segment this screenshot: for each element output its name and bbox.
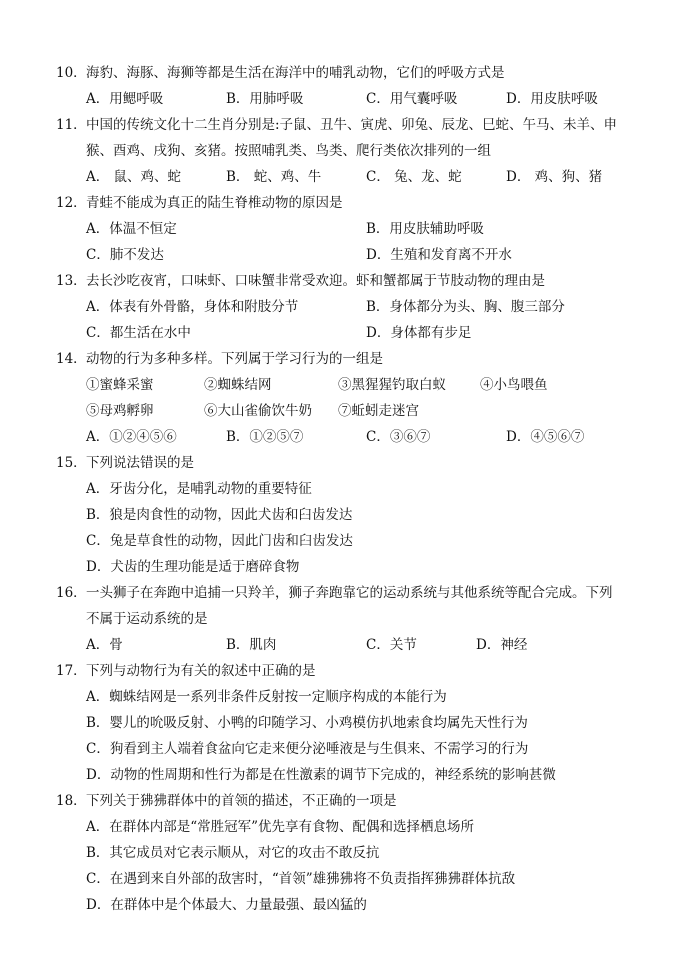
options-row [86,320,646,346]
option-d: D．犬齿的生理功能是适于磨碎食物 [86,559,300,575]
option-c: C．③⑥⑦ [366,429,431,445]
options-row [86,164,646,190]
question-number: 11． [56,117,87,133]
options-row [86,424,646,450]
option-d: D．④⑤⑥⑦ [506,429,585,445]
question-stem-continued: 猴、酉鸡、戌狗、亥猪。按照哺乳类、鸟类、爬行类依次排列的一组 [86,143,491,159]
option-c: C． 兔、龙、蛇 [366,169,462,185]
option-c: C．关节 [366,637,417,653]
question-18 [56,788,656,814]
options-row [86,242,646,268]
option-a: A．体温不恒定 [86,221,177,237]
options-row [86,632,646,658]
question-number: 10． [56,65,87,81]
question-number: 15． [56,455,87,471]
question-15 [56,450,656,476]
option-a: A．①②④⑤⑥ [86,429,177,445]
option-a: A．在群体内部是“常胜冠军”优先享有食物、配偶和选择栖息场所 [86,819,475,835]
question-13 [56,268,656,294]
option-c: C．肺不发达 [86,247,164,263]
question-stem: 去长沙吃夜宵，口味虾、口味蟹非常受欢迎。虾和蟹都属于节肢动物的理由是 [86,273,545,289]
option-b: B．肌肉 [226,637,277,653]
behavior-item: ②蜘蛛结网 [204,377,272,393]
options-row [86,294,646,320]
question-16 [56,580,656,606]
option-d: D． 鸡、狗、猪 [506,169,603,185]
option-a: A． 鼠、鸡、蛇 [86,169,182,185]
option-c: C．狗看到主人端着食盆向它走来便分泌唾液是与生俱来、不需学习的行为 [86,741,529,757]
option-c: C．都生活在水中 [86,325,191,341]
option-a: A．用鳃呼吸 [86,91,164,107]
option-a: A．体表有外骨骼，身体和附肢分节 [86,299,299,315]
question-number: 16． [56,585,87,601]
question-stem: 青蛙不能成为真正的陆生脊椎动物的原因是 [86,195,343,211]
options-row [86,86,646,112]
behavior-item: ⑥大山雀偷饮牛奶 [204,403,312,419]
question-number: 12． [56,195,87,211]
question-stem: 下列与动物行为有关的叙述中正确的是 [86,663,316,679]
question-number: 13． [56,273,87,289]
question-number: 18． [56,793,87,809]
option-b: B．①②⑤⑦ [226,429,304,445]
question-number: 14． [56,351,87,367]
question-number: 17． [56,663,87,679]
option-b: B．用皮肤辅助呼吸 [366,221,484,237]
option-d: D．神经 [476,637,528,653]
question-stem: 海豹、海豚、海狮等都是生活在海洋中的哺乳动物，它们的呼吸方式是 [86,65,505,81]
question-stem: 动物的行为多种多样。下列属于学习行为的一组是 [86,351,383,367]
question-stem: 一头狮子在奔跑中追捕一只羚羊，狮子奔跑靠它的运动系统与其他系统等配合完成。下列 [86,585,613,601]
option-a: A．蜘蛛结网是一系列非条件反射按一定顺序构成的本能行为 [86,689,447,705]
option-a: A．骨 [86,637,123,653]
question-12 [56,190,656,216]
option-d: D．身体都有步足 [366,325,472,341]
question-stem-continued: 不属于运动系统的是 [86,611,208,627]
behavior-item: ③黑猩猩钓取白蚁 [338,377,446,393]
option-d: D．用皮肤呼吸 [506,91,598,107]
option-b: B．用肺呼吸 [226,91,304,107]
behavior-items-row [86,398,646,424]
behavior-item: ①蜜蜂采蜜 [86,377,154,393]
option-d: D．生殖和发育离不开水 [366,247,512,263]
option-c: C．在遇到来自外部的敌害时，“首领”雄狒狒将不负责指挥狒狒群体抗敌 [86,871,516,887]
question-17 [56,658,656,684]
question-stem: 中国的传统文化十二生肖分别是:子鼠、丑牛、寅虎、卯兔、辰龙、巳蛇、午马、未羊、申 [86,117,618,133]
question-11 [56,112,656,138]
behavior-items-row [86,372,646,398]
option-b: B．其它成员对它表示顺从，对它的攻击不敢反抗 [86,845,380,861]
option-c: C．兔是草食性的动物，因此门齿和臼齿发达 [86,533,353,549]
option-b: B．婴儿的吮吸反射、小鸭的印随学习、小鸡模仿扒地索食均属先天性行为 [86,715,528,731]
question-stem: 下列说法错误的是 [86,455,194,471]
behavior-item: ④小鸟喂鱼 [480,377,548,393]
option-a: A．牙齿分化，是哺乳动物的重要特征 [86,481,312,497]
options-row [86,216,646,242]
option-d: D．在群体中是个体最大、力量最强、最凶猛的 [86,897,367,913]
question-10 [56,60,656,86]
behavior-item: ⑦蚯蚓走迷宫 [338,403,419,419]
behavior-item: ⑤母鸡孵卵 [86,403,154,419]
option-c: C．用气囊呼吸 [366,91,458,107]
option-b: B．狼是肉食性的动物，因此犬齿和臼齿发达 [86,507,353,523]
option-d: D．动物的性周期和性行为都是在性激素的调节下完成的，神经系统的影响甚微 [86,767,556,783]
question-14 [56,346,656,372]
option-b: B． 蛇、鸡、牛 [226,169,322,185]
option-b: B．身体都分为头、胸、腹三部分 [366,299,565,315]
question-stem: 下列关于狒狒群体中的首领的描述，不正确的一项是 [86,793,397,809]
